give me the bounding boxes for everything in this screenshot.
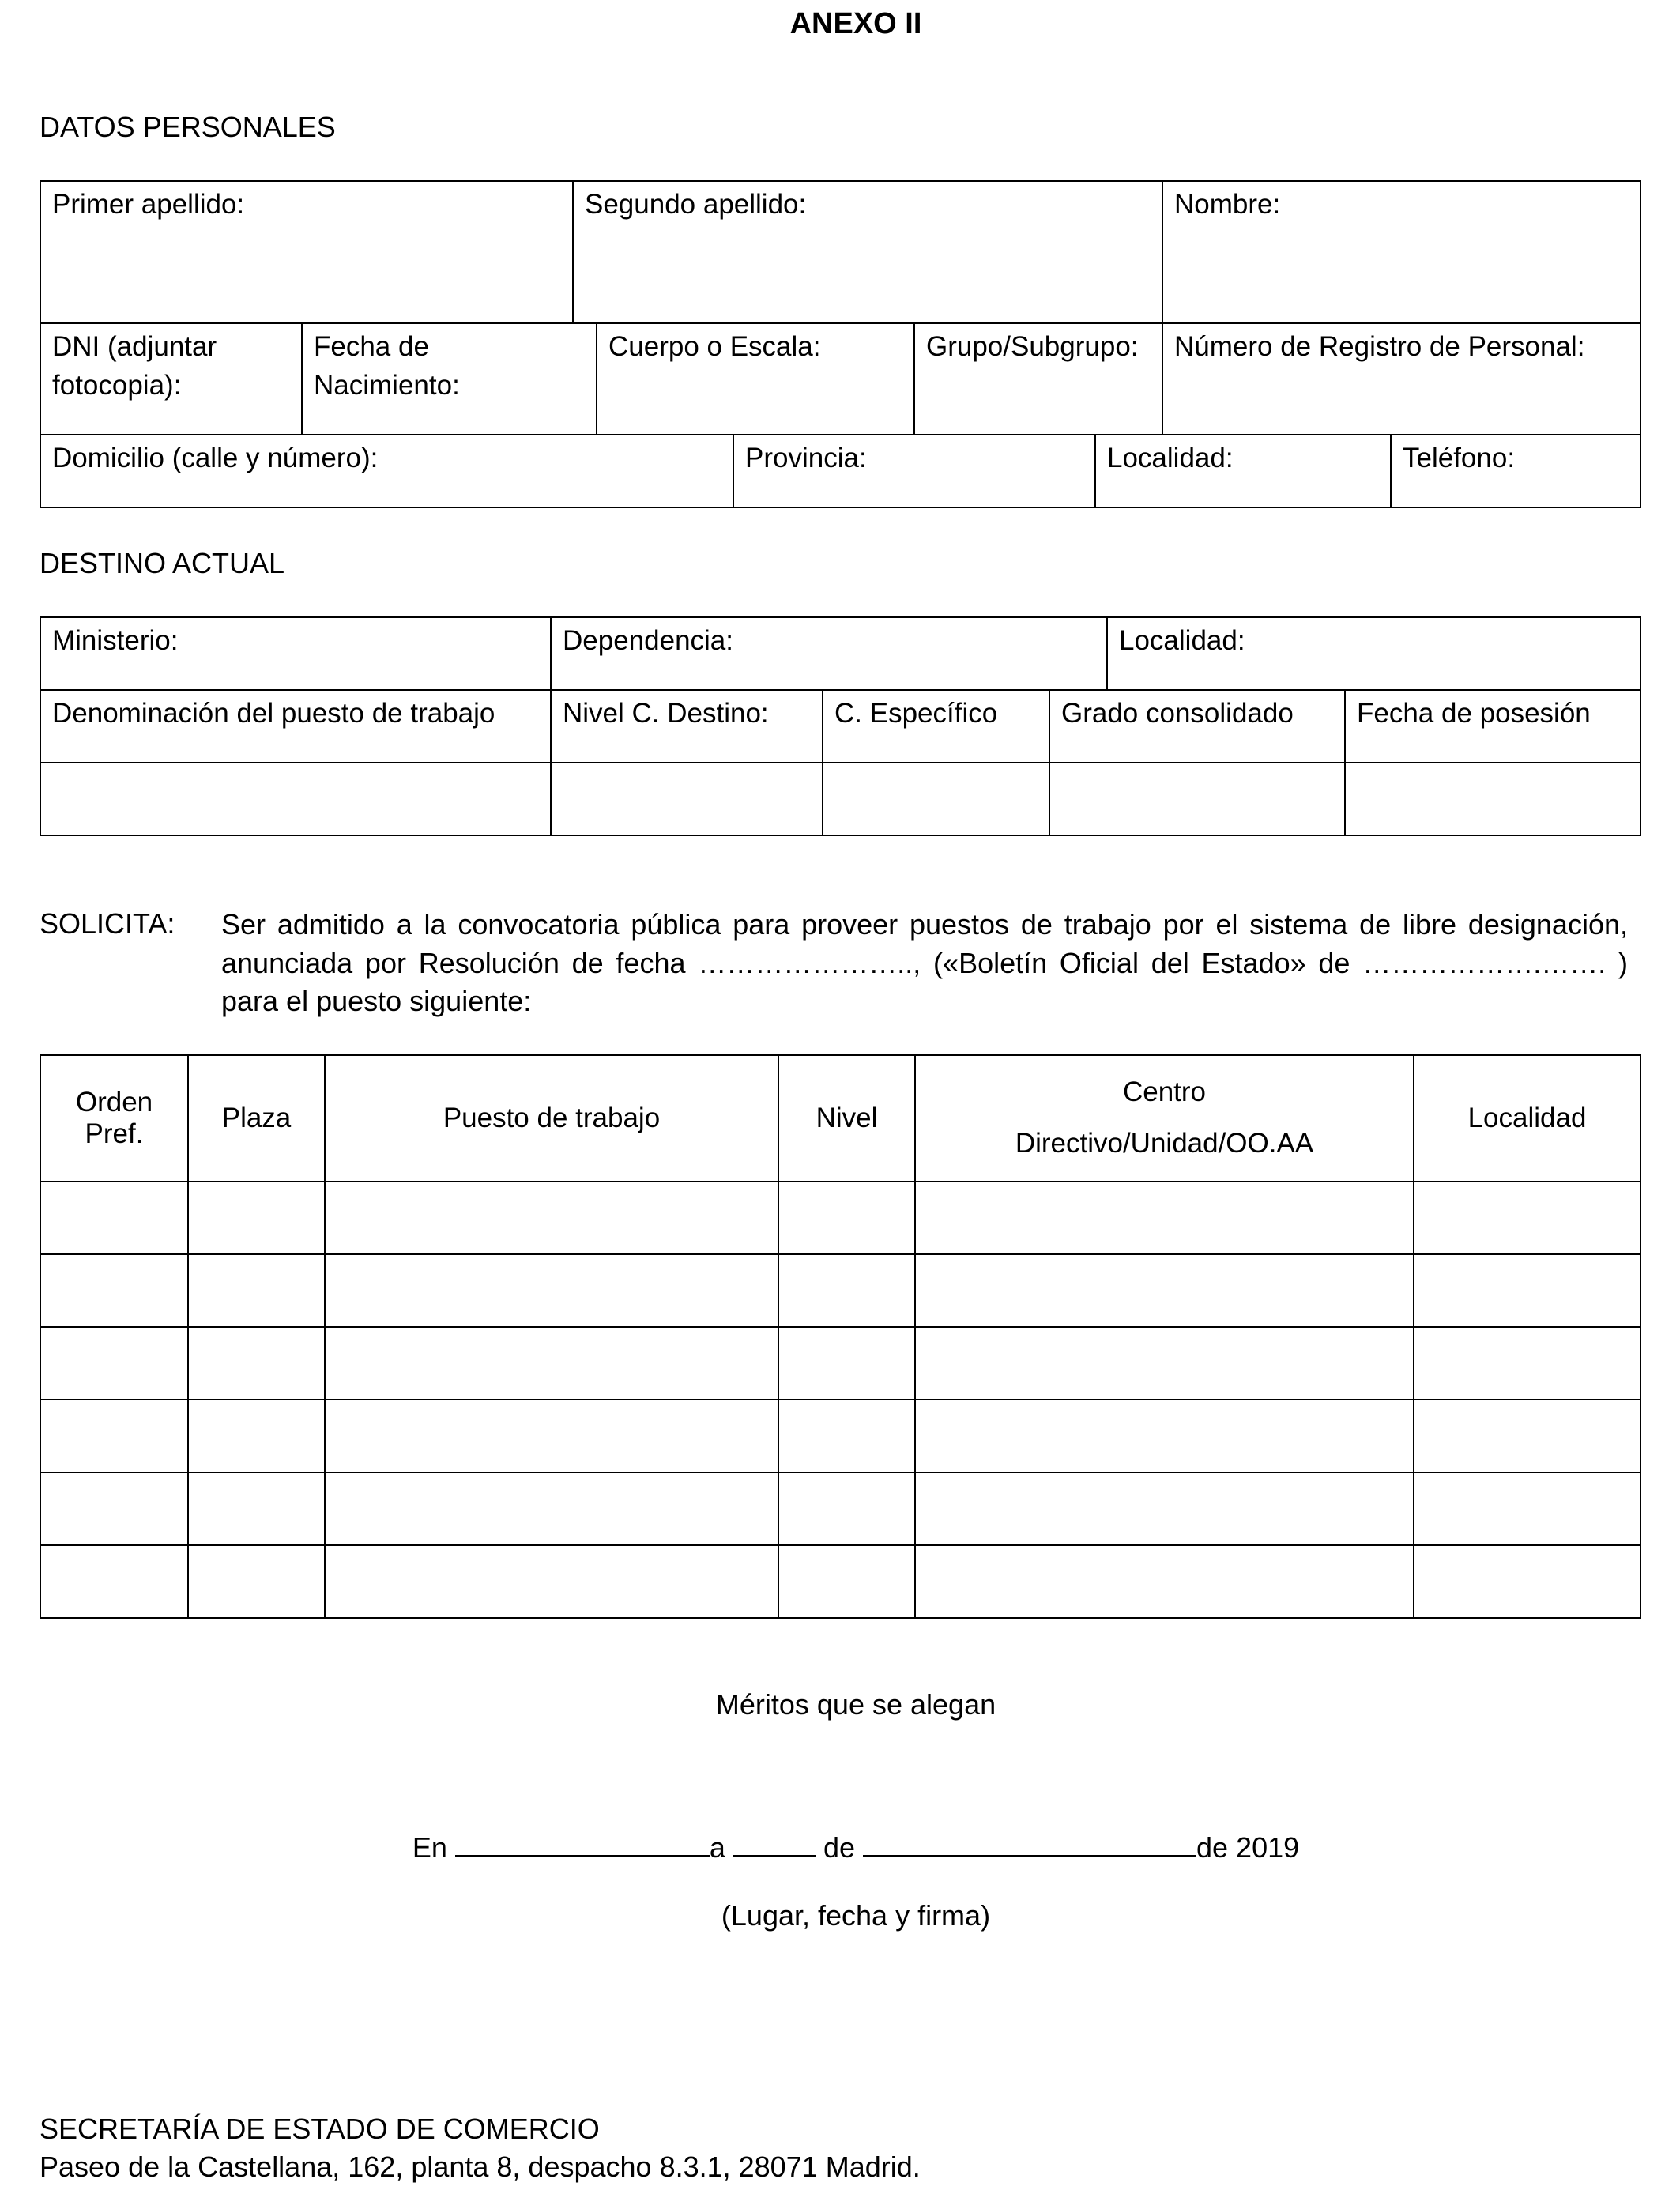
provincia-field[interactable] (733, 435, 1095, 507)
table-cell[interactable] (188, 1472, 325, 1545)
table-cell[interactable] (325, 1254, 778, 1327)
firma-year-label: de 2019 (1196, 1831, 1300, 1864)
table-cell[interactable] (40, 1327, 188, 1400)
ministerio-field[interactable] (40, 617, 551, 690)
table-cell[interactable] (915, 1182, 1414, 1254)
fecha-posesion-header (1345, 690, 1640, 763)
dependencia-field[interactable] (551, 617, 1107, 690)
registro-personal-field[interactable] (1162, 323, 1640, 435)
grado-consolidado-header (1049, 690, 1345, 763)
datos-personales-heading: DATOS PERSONALES (40, 111, 336, 143)
table-cell[interactable] (325, 1472, 778, 1545)
table-cell[interactable] (1414, 1182, 1640, 1254)
domicilio-label: Domicilio (calle y número): (52, 443, 379, 473)
destino-localidad-label: Localidad: (1119, 625, 1245, 656)
table-cell[interactable] (778, 1472, 915, 1545)
dia-blank[interactable] (733, 1828, 816, 1857)
table-cell[interactable] (325, 1182, 778, 1254)
table-cell[interactable] (188, 1182, 325, 1254)
table-cell[interactable] (778, 1254, 915, 1327)
firma-de-label: de (823, 1831, 855, 1864)
telefono-field[interactable] (1391, 435, 1640, 507)
table-cell[interactable] (188, 1545, 325, 1618)
table-cell[interactable] (40, 1472, 188, 1545)
ministerio-label: Ministerio: (52, 625, 179, 656)
footer-address: Paseo de la Castellana, 162, planta 8, despacho 8.3.1, 28071 Madrid. (40, 2151, 921, 2183)
centro-header-line1: Centro (1122, 1076, 1207, 1108)
table-cell[interactable] (325, 1327, 778, 1400)
table-cell[interactable] (40, 1400, 188, 1472)
document-title: ANEXO II (789, 7, 922, 40)
plaza-header: Plaza (188, 1055, 325, 1182)
table-cell[interactable] (915, 1545, 1414, 1618)
table-cell[interactable] (188, 1254, 325, 1327)
table-cell[interactable] (915, 1254, 1414, 1327)
table-cell[interactable] (778, 1545, 915, 1618)
table-cell[interactable] (778, 1400, 915, 1472)
nombre-label: Nombre: (1174, 189, 1281, 220)
solicita-text: Ser admitido a la convocatoria pública para proveer puestos de trabajo por el sistema de libre designación, anunciada por Resolución de fecha ………………….., («Boletín Oficial del Estado» de ……………….……. ) para el puesto siguiente: (221, 908, 1628, 1018)
puestos-table (40, 1054, 1641, 1619)
table-cell[interactable] (188, 1327, 325, 1400)
puestos-header-row (40, 1055, 1640, 1182)
table-cell[interactable] (915, 1327, 1414, 1400)
fecha-nacimiento-label-line1: Fecha de (314, 331, 429, 362)
fecha-nacimiento-label-line2: Nacimiento: (314, 370, 460, 401)
grado-consolidado-label: Grado consolidado (1061, 698, 1294, 729)
centro-header-line2: Directivo/Unidad/OO.AA (1015, 1128, 1314, 1159)
solicita-label: SOLICITA: (40, 907, 175, 940)
table-row (40, 1327, 1640, 1400)
segundo-apellido-field[interactable] (573, 181, 1162, 323)
table-cell[interactable] (778, 1327, 915, 1400)
denominacion-puesto-input[interactable] (40, 763, 551, 835)
firma-en-label: En (412, 1831, 447, 1864)
footer-secretaria: SECRETARÍA DE ESTADO DE COMERCIO (40, 2113, 600, 2145)
localidad-label: Localidad: (1107, 443, 1234, 473)
dni-label-line2: fotocopia): (52, 370, 182, 401)
firma-caption: (Lugar, fecha y firma) (721, 1899, 991, 1932)
table-row (40, 1472, 1640, 1545)
meritos-heading: Méritos que se alegan (715, 1688, 996, 1721)
fecha-posesion-input[interactable] (1345, 763, 1640, 835)
table-cell[interactable] (40, 1545, 188, 1618)
table-cell[interactable] (325, 1400, 778, 1472)
provincia-label: Provincia: (745, 443, 867, 473)
datos-personales-table-1 (40, 180, 1641, 324)
grupo-subgrupo-field[interactable] (914, 323, 1162, 435)
table-row (40, 1254, 1640, 1327)
localidad-header: Localidad (1414, 1055, 1640, 1182)
table-cell[interactable] (915, 1472, 1414, 1545)
dni-label-line1: DNI (adjuntar (52, 331, 217, 362)
destino-actual-table-2 (40, 689, 1641, 836)
destino-actual-table-1 (40, 616, 1641, 691)
dependencia-label: Dependencia: (563, 625, 733, 656)
table-cell[interactable] (1414, 1400, 1640, 1472)
primer-apellido-label: Primer apellido: (52, 189, 245, 220)
registro-personal-label: Número de Registro de Personal: (1174, 331, 1585, 362)
lugar-blank[interactable] (455, 1828, 710, 1857)
table-row (40, 1400, 1640, 1472)
orden-header-line1: Orden (75, 1086, 153, 1118)
denominacion-puesto-label: Denominación del puesto de trabajo (52, 698, 495, 729)
segundo-apellido-label: Segundo apellido: (585, 189, 807, 220)
c-especifico-input[interactable] (823, 763, 1049, 835)
table-cell[interactable] (778, 1182, 915, 1254)
firma-a-label: a (709, 1831, 725, 1864)
table-cell[interactable] (1414, 1254, 1640, 1327)
nivel-header: Nivel (778, 1055, 915, 1182)
telefono-label: Teléfono: (1403, 443, 1516, 473)
datos-personales-table-3 (40, 434, 1641, 508)
nivel-destino-label: Nivel C. Destino: (563, 698, 769, 729)
dni-field[interactable] (40, 323, 302, 435)
grupo-subgrupo-label: Grupo/Subgrupo: (926, 331, 1139, 362)
table-cell[interactable] (915, 1400, 1414, 1472)
table-cell[interactable] (1414, 1472, 1640, 1545)
grado-consolidado-input[interactable] (1049, 763, 1345, 835)
nivel-destino-input[interactable] (551, 763, 823, 835)
destino-actual-heading: DESTINO ACTUAL (40, 547, 285, 579)
datos-personales-table-2 (40, 322, 1641, 435)
puesto-trabajo-header: Puesto de trabajo (325, 1055, 778, 1182)
fecha-nacimiento-field[interactable] (302, 323, 597, 435)
orden-header-line2: Pref. (85, 1118, 144, 1149)
table-cell[interactable] (325, 1545, 778, 1618)
table-cell[interactable] (1414, 1327, 1640, 1400)
cuerpo-escala-label: Cuerpo o Escala: (608, 331, 821, 362)
c-especifico-header (823, 690, 1049, 763)
table-row (40, 1182, 1640, 1254)
orden-pref-header (40, 1055, 188, 1182)
table-cell[interactable] (40, 1182, 188, 1254)
firma-line (0, 1828, 1680, 1867)
table-cell[interactable] (40, 1254, 188, 1327)
destino-localidad-field[interactable] (1107, 617, 1640, 690)
nombre-field[interactable] (1162, 181, 1640, 323)
mes-blank[interactable] (863, 1828, 1196, 1857)
c-especifico-label: C. Específico (834, 698, 998, 729)
centro-directivo-header (915, 1055, 1414, 1182)
nivel-destino-header (551, 690, 823, 763)
fecha-posesion-label: Fecha de posesión (1357, 698, 1591, 729)
denominacion-puesto-header (40, 690, 551, 763)
table-row (40, 1545, 1640, 1618)
domicilio-field[interactable] (40, 435, 733, 507)
localidad-field[interactable] (1095, 435, 1391, 507)
table-cell[interactable] (1414, 1545, 1640, 1618)
table-cell[interactable] (188, 1400, 325, 1472)
primer-apellido-field[interactable] (40, 181, 573, 323)
cuerpo-escala-field[interactable] (597, 323, 914, 435)
